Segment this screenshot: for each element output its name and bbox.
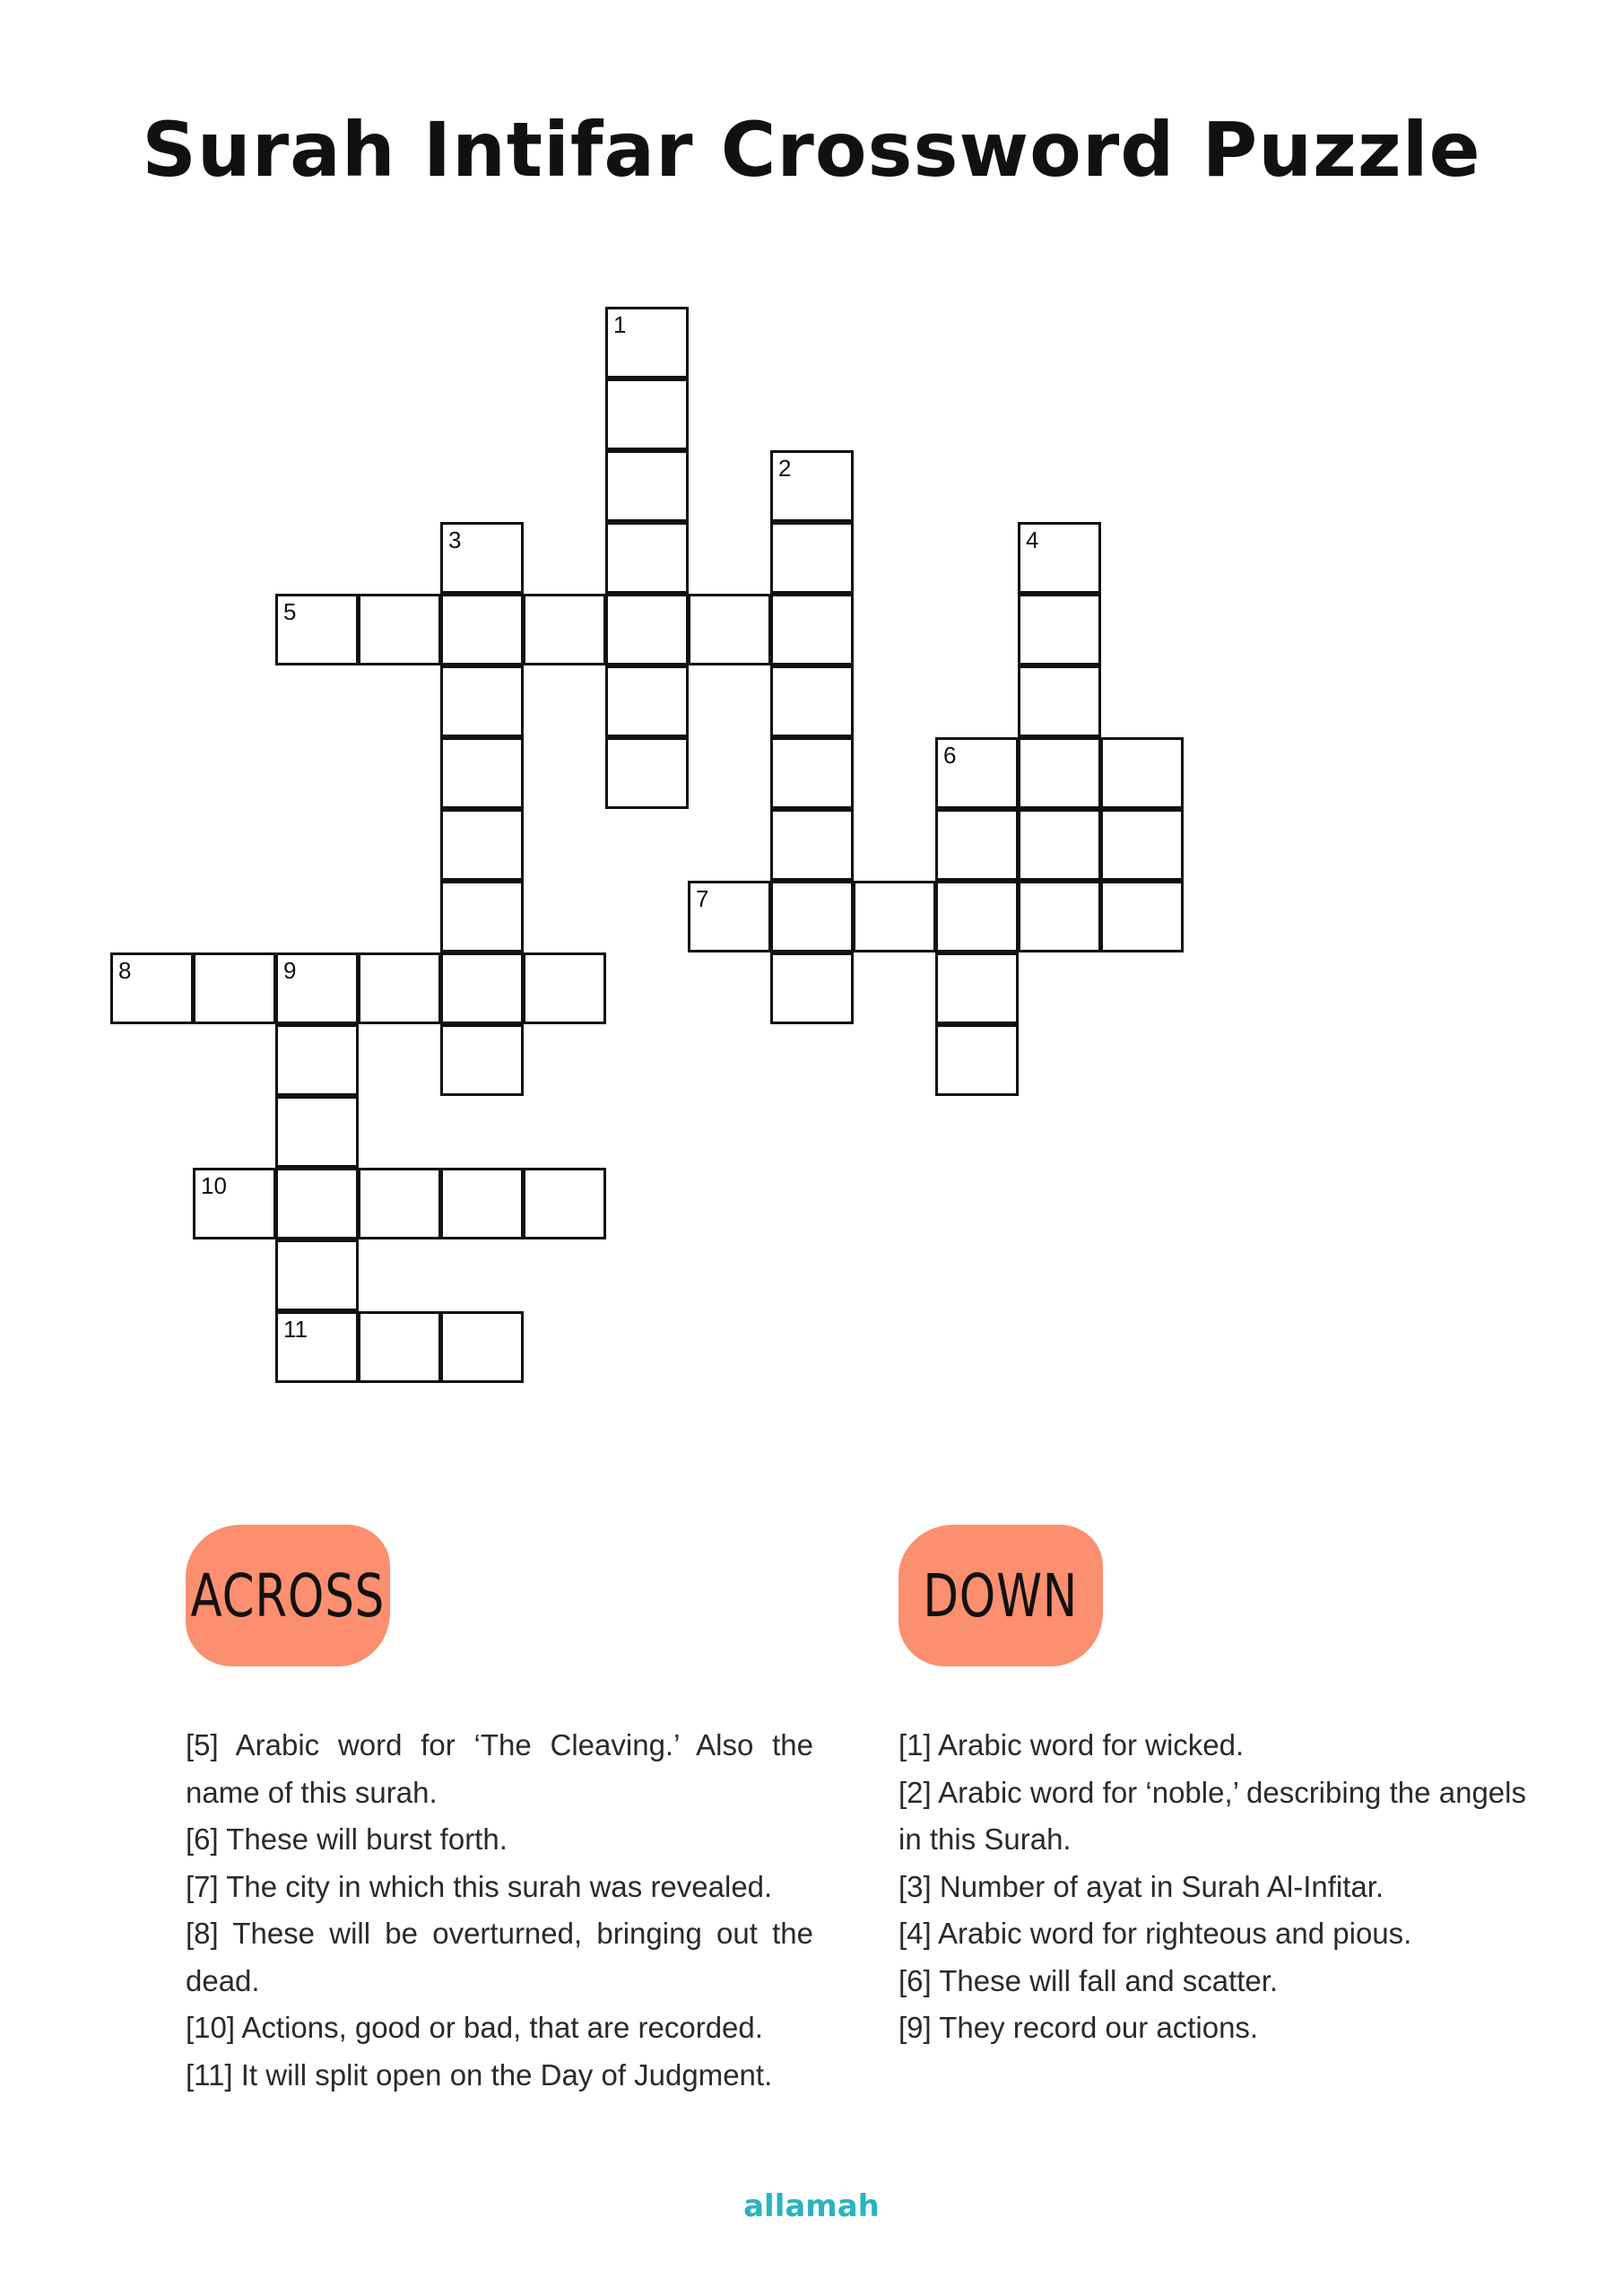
crossword-cell[interactable] xyxy=(1018,522,1101,594)
crossword-cell[interactable] xyxy=(275,594,359,665)
crossword-cell[interactable] xyxy=(770,737,854,809)
crossword-cell[interactable] xyxy=(110,952,194,1024)
crossword-cell[interactable] xyxy=(1018,665,1101,737)
clue-number: 4 xyxy=(1026,526,1039,553)
crossword-cell[interactable] xyxy=(440,737,524,809)
across-clue-list xyxy=(186,1722,813,2099)
crossword-cell[interactable] xyxy=(605,307,689,378)
clue-number: 5 xyxy=(283,598,297,625)
crossword-cell[interactable] xyxy=(358,594,441,665)
crossword-cell[interactable] xyxy=(1100,737,1184,809)
crossword-cell[interactable] xyxy=(440,1024,524,1096)
crossword-cell[interactable] xyxy=(853,881,936,952)
down-heading-badge xyxy=(898,1525,1103,1666)
crossword-cell[interactable] xyxy=(275,1024,359,1096)
crossword-cell[interactable] xyxy=(1100,809,1184,881)
across-clue: [11] It will split open on the Day of Judgment. xyxy=(186,2057,773,2092)
crossword-cell[interactable] xyxy=(440,1168,524,1239)
crossword-cell[interactable] xyxy=(935,881,1019,952)
crossword-cell[interactable] xyxy=(440,881,524,952)
crossword-cell[interactable] xyxy=(1018,737,1101,809)
crossword-cell[interactable] xyxy=(440,1311,524,1383)
across-clue: [10] Actions, good or bad, that are recorded. xyxy=(186,2011,763,2044)
clue-number: 1 xyxy=(613,311,627,338)
crossword-cell[interactable] xyxy=(440,809,524,881)
clue-number: 3 xyxy=(448,526,462,553)
crossword-cell[interactable] xyxy=(935,809,1019,881)
crossword-cell[interactable] xyxy=(275,1168,359,1239)
crossword-cell[interactable] xyxy=(193,1168,276,1239)
down-clue-list xyxy=(898,1722,1526,2052)
crossword-cell[interactable] xyxy=(605,737,689,809)
clue-number: 9 xyxy=(283,957,297,984)
crossword-cell[interactable] xyxy=(358,1311,441,1383)
crossword-cell[interactable] xyxy=(1018,881,1101,952)
crossword-cell[interactable] xyxy=(193,952,276,1024)
allamah-logo: allamah xyxy=(743,2188,880,2224)
crossword-cell[interactable] xyxy=(935,737,1019,809)
crossword-cell[interactable] xyxy=(1018,594,1101,665)
across-clue: [6] These will burst forth. xyxy=(186,1822,508,1856)
down-clue: [4] Arabic word for righteous and pious. xyxy=(898,1917,1412,1950)
crossword-cell[interactable] xyxy=(770,665,854,737)
across-clue: [8] These will be overturned, bringing out the dead. xyxy=(186,1917,813,1997)
crossword-cell[interactable] xyxy=(688,881,771,952)
crossword-cell[interactable] xyxy=(358,952,441,1024)
crossword-cell[interactable] xyxy=(440,522,524,594)
crossword-cell[interactable] xyxy=(523,952,606,1024)
across-clue: [7] The city in which this surah was revealed. xyxy=(186,1869,773,1903)
down-clue: [6] These will fall and scatter. xyxy=(898,1963,1279,1997)
crossword-cell[interactable] xyxy=(275,1239,359,1311)
crossword-cell[interactable] xyxy=(605,522,689,594)
crossword-cell[interactable] xyxy=(605,378,689,450)
across-clue: [5] Arabic word for ‘The Cleaving.’ Also the name of this surah. xyxy=(186,1728,813,1809)
clue-number: 8 xyxy=(118,957,132,984)
clue-number: 6 xyxy=(943,742,957,769)
across-heading: ACROSS xyxy=(190,1561,386,1631)
clue-number: 2 xyxy=(778,455,792,482)
crossword-cell[interactable] xyxy=(440,952,524,1024)
crossword-cell[interactable] xyxy=(275,1096,359,1168)
crossword-cell[interactable] xyxy=(523,1168,606,1239)
crossword-cell[interactable] xyxy=(770,450,854,522)
clue-number: 11 xyxy=(283,1316,308,1343)
clue-number: 10 xyxy=(201,1172,227,1199)
crossword-cell[interactable] xyxy=(770,952,854,1024)
crossword-cell[interactable] xyxy=(605,450,689,522)
crossword-cell[interactable] xyxy=(1100,881,1184,952)
crossword-cell[interactable] xyxy=(358,1168,441,1239)
crossword-cell[interactable] xyxy=(935,952,1019,1024)
down-clue: [9] They record our actions. xyxy=(898,2011,1259,2044)
crossword-cell[interactable] xyxy=(605,665,689,737)
crossword-cell[interactable] xyxy=(440,594,524,665)
crossword-cell[interactable] xyxy=(770,881,854,952)
crossword-cell[interactable] xyxy=(605,594,689,665)
crossword-cell[interactable] xyxy=(770,522,854,594)
crossword-cell[interactable] xyxy=(275,952,359,1024)
down-clue: [1] Arabic word for wicked. xyxy=(898,1728,1245,1761)
crossword-cell[interactable] xyxy=(1018,809,1101,881)
crossword-cell[interactable] xyxy=(440,665,524,737)
crossword-cell[interactable] xyxy=(935,1024,1019,1096)
down-clue: [3] Number of ayat in Surah Al-Infitar. xyxy=(898,1869,1384,1903)
clue-number: 7 xyxy=(696,885,709,912)
crossword-cell[interactable] xyxy=(275,1311,359,1383)
down-heading: DOWN xyxy=(923,1561,1079,1631)
across-heading-badge xyxy=(186,1525,390,1666)
crossword-cell[interactable] xyxy=(523,594,606,665)
crossword-cell[interactable] xyxy=(688,594,771,665)
page-title: Surah Intifar Crossword Puzzle xyxy=(142,106,1481,194)
crossword-cell[interactable] xyxy=(770,594,854,665)
down-clue: [2] Arabic word for ‘noble,’ describing the angels in this Surah. xyxy=(898,1775,1526,1856)
crossword-cell[interactable] xyxy=(770,809,854,881)
